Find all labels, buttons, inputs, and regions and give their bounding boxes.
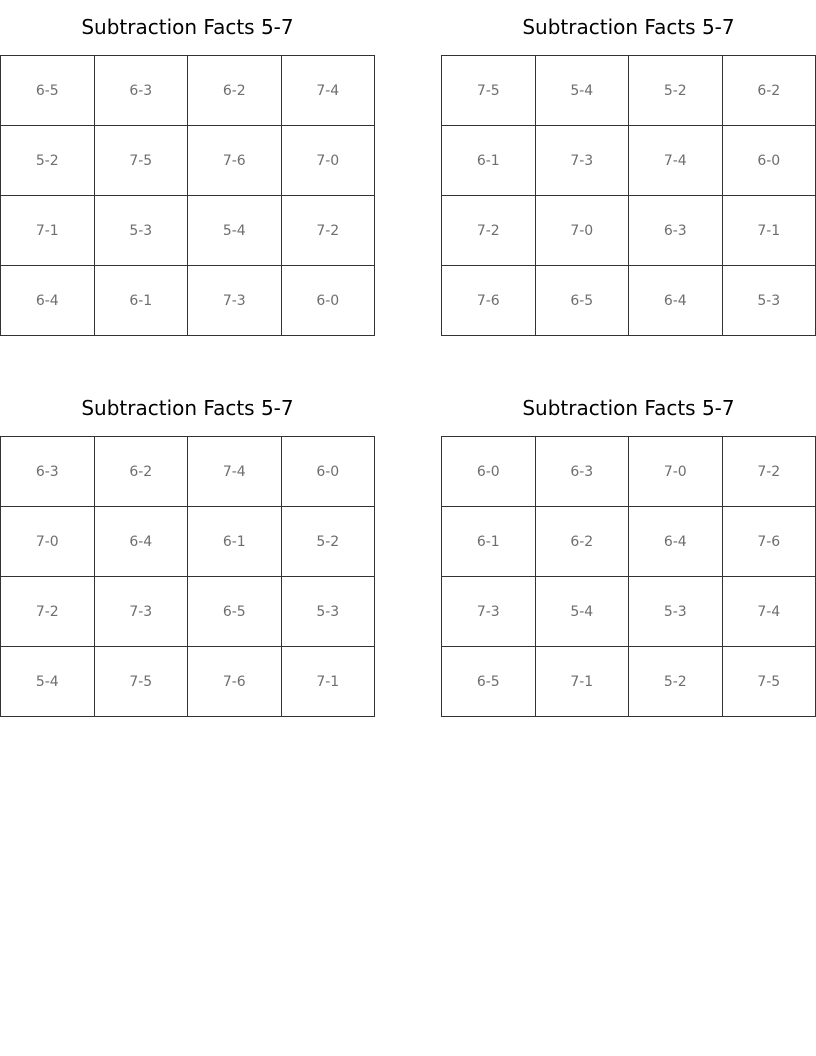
fact-cell: 5-4	[536, 577, 630, 647]
fact-cell: 7-6	[188, 647, 282, 717]
fact-cell: 6-1	[188, 507, 282, 577]
fact-cell: 7-3	[188, 266, 282, 336]
fact-cell: 5-4	[188, 196, 282, 266]
fact-cell: 7-5	[723, 647, 816, 717]
fact-cell: 7-6	[723, 507, 816, 577]
fact-cell: 5-4	[1, 647, 95, 717]
fact-cell: 7-2	[1, 577, 95, 647]
fact-cell: 6-0	[282, 266, 376, 336]
fact-cell: 6-5	[188, 577, 282, 647]
fact-cell: 7-1	[723, 196, 816, 266]
fact-cell: 7-4	[188, 437, 282, 507]
fact-cell: 6-4	[629, 507, 723, 577]
sheet-title: Subtraction Facts 5-7	[81, 396, 294, 420]
fact-cell: 6-1	[442, 507, 536, 577]
sheet-title: Subtraction Facts 5-7	[522, 396, 735, 420]
fact-cell: 6-4	[1, 266, 95, 336]
fact-cell: 7-0	[536, 196, 630, 266]
fact-cell: 7-3	[442, 577, 536, 647]
fact-cell: 5-2	[629, 647, 723, 717]
fact-cell: 6-0	[442, 437, 536, 507]
fact-cell: 7-5	[95, 647, 189, 717]
fact-cell: 5-3	[282, 577, 376, 647]
flashcard-sheet	[0, 0, 375, 336]
fact-cell: 6-5	[1, 56, 95, 126]
fact-cell: 7-3	[536, 126, 630, 196]
fact-cell: 6-2	[188, 56, 282, 126]
fact-cell: 7-2	[282, 196, 376, 266]
facts-grid	[441, 55, 816, 336]
fact-cell: 7-4	[629, 126, 723, 196]
facts-grid	[441, 436, 816, 717]
fact-cell: 5-3	[95, 196, 189, 266]
fact-cell: 7-1	[282, 647, 376, 717]
fact-cell: 6-1	[442, 126, 536, 196]
sheet-title: Subtraction Facts 5-7	[81, 15, 294, 39]
fact-cell: 6-2	[536, 507, 630, 577]
fact-cell: 6-5	[442, 647, 536, 717]
fact-cell: 5-4	[536, 56, 630, 126]
fact-cell: 7-3	[95, 577, 189, 647]
sheet-title: Subtraction Facts 5-7	[522, 15, 735, 39]
fact-cell: 7-4	[282, 56, 376, 126]
fact-cell: 6-0	[723, 126, 816, 196]
fact-cell: 6-5	[536, 266, 630, 336]
fact-cell: 6-4	[629, 266, 723, 336]
facts-grid	[0, 55, 375, 336]
fact-cell: 7-0	[629, 437, 723, 507]
fact-cell: 7-6	[188, 126, 282, 196]
fact-cell: 6-1	[95, 266, 189, 336]
fact-cell: 7-6	[442, 266, 536, 336]
flashcard-sheet	[441, 381, 816, 717]
flashcard-sheet	[0, 381, 375, 717]
facts-grid	[0, 436, 375, 717]
fact-cell: 7-0	[1, 507, 95, 577]
fact-cell: 6-2	[95, 437, 189, 507]
fact-cell: 7-2	[723, 437, 816, 507]
fact-cell: 6-4	[95, 507, 189, 577]
fact-cell: 6-3	[95, 56, 189, 126]
fact-cell: 7-0	[282, 126, 376, 196]
fact-cell: 6-2	[723, 56, 816, 126]
fact-cell: 6-3	[536, 437, 630, 507]
fact-cell: 6-0	[282, 437, 376, 507]
fact-cell: 7-4	[723, 577, 816, 647]
fact-cell: 7-2	[442, 196, 536, 266]
fact-cell: 5-2	[282, 507, 376, 577]
fact-cell: 5-2	[629, 56, 723, 126]
fact-cell: 5-3	[723, 266, 816, 336]
fact-cell: 7-1	[536, 647, 630, 717]
fact-cell: 5-3	[629, 577, 723, 647]
fact-cell: 7-5	[95, 126, 189, 196]
flashcard-sheet	[441, 0, 816, 336]
fact-cell: 6-3	[629, 196, 723, 266]
fact-cell: 7-1	[1, 196, 95, 266]
fact-cell: 6-3	[1, 437, 95, 507]
fact-cell: 5-2	[1, 126, 95, 196]
fact-cell: 7-5	[442, 56, 536, 126]
